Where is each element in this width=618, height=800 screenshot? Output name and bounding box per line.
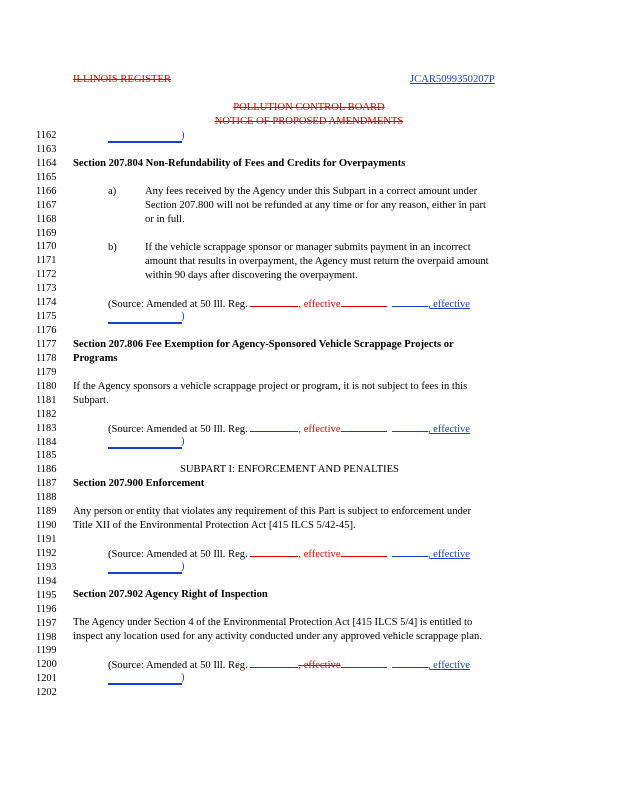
closing-paren: ): [181, 672, 185, 683]
line-number: 1172: [36, 269, 57, 281]
section-900-heading: Section 207.900 Enforcement: [73, 478, 205, 489]
item-b-label: b): [108, 242, 117, 253]
section-900-body-2: Title XII of the Environmental Protection Act [415 ILCS 5/42-45].: [73, 520, 356, 531]
effective-inserted: , effective: [427, 299, 471, 310]
line-number: 1202: [36, 687, 57, 699]
item-b-line-3: within 90 days after discovering the overpayment.: [145, 270, 358, 281]
item-b-line-2: amount that results in overpayment, the Agency must return the overpaid amount: [145, 256, 489, 267]
line-number: 1174: [36, 297, 57, 309]
item-a-line-2: Section 207.800 will not be refunded at any time or for any reason, either in part: [145, 200, 486, 211]
closing-paren: ): [181, 561, 185, 572]
source-prefix: (Source: Amended at 50 Ill. Reg.: [108, 424, 248, 435]
closing-paren: ): [181, 311, 185, 322]
item-b-line-1: If the vehicle scrappage sponsor or manager submits payment in an incorrect: [145, 242, 471, 253]
blank-line: [392, 658, 428, 668]
line-number: 1169: [36, 227, 57, 239]
blank-line: [341, 297, 387, 307]
blank-line: [341, 658, 387, 668]
line-number: 1173: [36, 283, 57, 295]
source-prefix: (Source: Amended at 50 Ill. Reg.: [108, 660, 248, 671]
source-note-3: [108, 547, 470, 561]
blank-line: [250, 422, 298, 432]
section-902-body-1: The Agency under Section 4 of the Environmental Protection Act [415 ILCS 5/4] is entitled to: [73, 617, 473, 628]
inserted-underline: [108, 322, 182, 324]
line-number: 1170: [36, 241, 57, 253]
inserted-underline: [108, 141, 182, 143]
source-prefix: (Source: Amended at 50 Ill. Reg.: [108, 549, 248, 560]
line-number: 1187: [36, 478, 57, 490]
line-number: 1179: [36, 366, 57, 378]
line-number: 1197: [36, 617, 57, 629]
line-number: 1168: [36, 213, 57, 225]
line-number: 1192: [36, 547, 57, 559]
effective-deleted: , effective: [298, 660, 341, 671]
line-number: 1167: [36, 199, 57, 211]
blank-line: [341, 547, 387, 557]
line-number: 1188: [36, 492, 57, 504]
line-number: 1198: [36, 631, 57, 643]
line-number: 1201: [36, 673, 57, 685]
line-number: 1178: [36, 352, 57, 364]
blank-line: [250, 658, 298, 668]
line-number: 1191: [36, 534, 57, 545]
effective-deleted: , effective: [298, 549, 341, 560]
effective-deleted: , effective: [298, 424, 341, 435]
line-number: 1180: [36, 380, 57, 392]
section-806-heading-cont: Programs: [73, 353, 118, 364]
line-number: 1165: [36, 171, 57, 183]
item-a-line-3: or in full.: [145, 214, 185, 225]
line-number: 1183: [36, 422, 57, 434]
source-note-2: [108, 422, 470, 436]
line-number: 1171: [36, 255, 57, 267]
line-number: 1163: [36, 143, 57, 155]
effective-inserted: , effective: [427, 424, 471, 435]
blank-line: [250, 547, 298, 557]
blank-line: [392, 547, 428, 557]
closing-paren: ): [181, 436, 185, 447]
section-806-body-1: If the Agency sponsors a vehicle scrappage project or program, it is not subject to fees in this: [73, 381, 468, 392]
subpart-heading: SUBPART I: ENFORCEMENT AND PENALTIES: [180, 464, 399, 475]
section-806-body-2: Subpart.: [73, 395, 109, 406]
inserted-underline: [108, 572, 182, 574]
line-number: 1185: [36, 450, 57, 462]
line-number: 1182: [36, 408, 57, 420]
item-a-label: a): [108, 186, 117, 197]
effective-inserted: , effective: [427, 660, 471, 671]
inserted-underline: [108, 683, 182, 685]
inserted-underline: [108, 447, 182, 449]
line-number: 1177: [36, 338, 57, 350]
line-number: 1176: [36, 325, 57, 336]
effective-deleted: , effective: [298, 299, 341, 310]
document-code: JCAR5099350207P: [410, 74, 495, 85]
line-number: 1193: [36, 561, 57, 573]
line-number: 1189: [36, 506, 57, 518]
board-name: POLLUTION CONTROL BOARD: [233, 102, 385, 113]
source-note-1: [108, 297, 470, 311]
closing-paren: ): [181, 130, 185, 141]
line-number: 1190: [36, 520, 57, 531]
line-number: 1199: [36, 645, 57, 657]
source-note-4: [108, 658, 470, 672]
effective-inserted: , effective: [427, 549, 471, 560]
notice-title: NOTICE OF PROPOSED AMENDMENTS: [214, 116, 404, 127]
item-a-line-1: Any fees received by the Agency under this Subpart in a correct amount under: [145, 186, 478, 197]
section-902-heading: Section 207.902 Agency Right of Inspection: [73, 589, 268, 600]
line-number: 1181: [36, 394, 57, 406]
section-806-heading: Section 207.806 Fee Exemption for Agency-Sponsored Vehicle Scrappage Projects or: [73, 339, 454, 350]
line-number: 1195: [36, 589, 57, 601]
line-number: 1175: [36, 311, 57, 323]
blank-line: [392, 297, 428, 307]
line-number: 1186: [36, 464, 57, 476]
blank-line: [250, 297, 298, 307]
line-number: 1196: [36, 603, 57, 615]
blank-line: [392, 422, 428, 432]
line-number: 1164: [36, 157, 57, 169]
section-804-heading: Section 207.804 Non-Refundability of Fees and Credits for Overpayments: [73, 158, 406, 169]
line-number: 1184: [36, 436, 57, 448]
source-prefix: (Source: Amended at 50 Ill. Reg.: [108, 299, 248, 310]
register-title: ILLINOIS REGISTER: [73, 74, 171, 85]
blank-line: [341, 422, 387, 432]
line-number: 1162: [36, 130, 57, 141]
line-number: 1200: [36, 659, 57, 671]
line-number: 1166: [36, 185, 57, 197]
line-number: 1194: [36, 575, 57, 587]
section-900-body-1: Any person or entity that violates any requirement of this Part is subject to enforcement under: [73, 506, 472, 517]
section-902-body-2: inspect any location used for any activity conducted under any approved vehicle scrappage plan.: [73, 631, 482, 642]
